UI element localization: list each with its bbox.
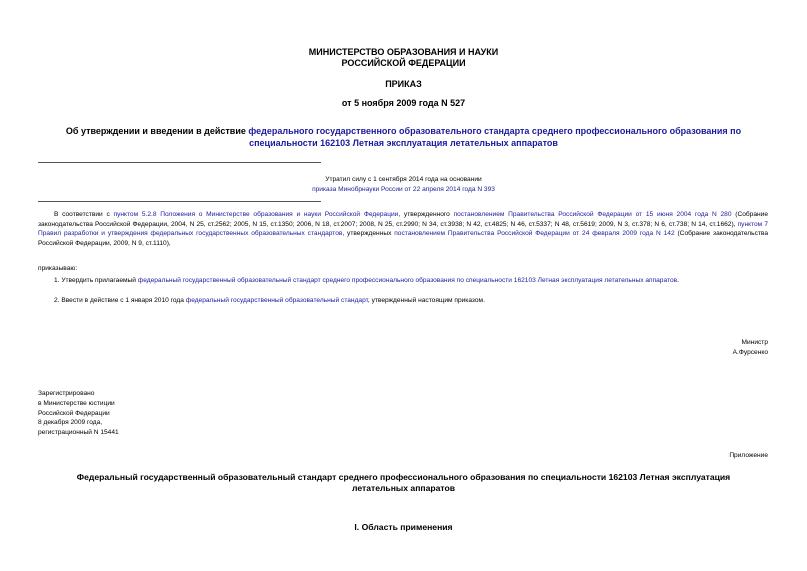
rules-point7-link[interactable]: пунктом 7 Правил разработки и утверждения федеральных государственных образовательных стандартов [38,220,768,237]
preamble-text-4: , утвержденных [342,230,395,237]
item1-text-2: . [677,277,679,284]
preamble-text-5: (Собрание законодательства Российской Федерации, 2009, N 9, ст.1110), [38,230,768,247]
item2-standard-link[interactable]: федеральный государственный образовательный стандарт [185,297,368,304]
registration-line1: Зарегистрировано [38,390,95,397]
preamble-text-1: В соответствии с [54,211,114,218]
registration-line2: в Министерстве юстиции [38,399,115,407]
registration-block [38,389,238,438]
preamble-text-3: (Собрание законодательства Российской Федерации, 2004, N 25, ст.2562; 2005, N 15, ст.1350; 2006, N 18, ст.2007; 2008, N 25, ст.2990; N 34, ст.3938; N 42, ст.4825; N 46, ст.5337; N 48, ст.5619; 2009, N 3, ст.378; N 6, ст.738; N 14, ст.1662), [38,211,768,228]
subject-prefix: Об утверждении и введении в действие [65,126,249,136]
status-repeal-link[interactable]: приказа Минобрнауки России от 22 апреля 2014 года N 393 [312,186,495,193]
section-title: I. Область применения [354,522,453,532]
signature-title: Министр [741,339,768,346]
appendix-label: Приложение [729,452,768,459]
standard-title: Федеральный государственный образовательный стандарт среднего профессионального образования по специальности 162103 Летная эксплуатация летательных аппаратов [76,472,731,493]
item2-text-2: , утвержденный настоящим приказом. [367,297,485,304]
order-item-1 [54,276,768,286]
subject-standard-link[interactable]: федерального государственного образовательного стандарта среднего профессионального образования по специальности 162103 Летная эксплуатация летательных аппаратов [248,126,742,148]
registration-line3: Российской Федерации [38,409,110,417]
order-item-2 [54,296,768,306]
item1-text-1: 1. Утвердить прилагаемый [54,277,138,284]
ministry-name-line1: МИНИСТЕРСТВО ОБРАЗОВАНИЯ И НАУКИ [308,47,499,57]
registration-line4: 8 декабря 2009 года, [38,419,103,427]
divider-bottom [38,201,321,202]
item1-standard-link[interactable]: федеральный государственный образовательный стандарт среднего профессионального образования по специальности 162103 Летная эксплуатация летательных аппаратов [137,277,678,284]
order-word: приказываю: [38,265,78,272]
signature-name: А.Фурсенко [732,349,768,356]
preamble-paragraph [38,210,768,248]
regulation-link[interactable]: пунктом 5.2.8 Положения о Министерстве образования и науки Российской Федерации [113,211,399,218]
document-date-number: от 5 ноября 2009 года N 527 [341,98,466,108]
registration-line5: регистрационный N 15441 [38,429,119,437]
ministry-name-line2: РОССИЙСКОЙ ФЕДЕРАЦИИ [341,58,466,68]
divider-top [38,162,321,163]
government-decree-142-link[interactable]: постановлением Правительства Российской Федерации от 24 февраля 2009 года N 142 [394,230,675,237]
status-line: Утратил силу с 1 сентября 2014 года на основании [325,176,482,183]
government-decree-280-link[interactable]: постановлением Правительства Российской Федерации от 15 июня 2004 года N 280 [453,211,732,218]
document-subject [60,125,747,149]
preamble-text-2: , утвержденного [398,211,454,218]
document-type: ПРИКАЗ [385,79,422,89]
item2-text-1: 2. Ввести в действие с 1 января 2010 года [54,297,186,304]
